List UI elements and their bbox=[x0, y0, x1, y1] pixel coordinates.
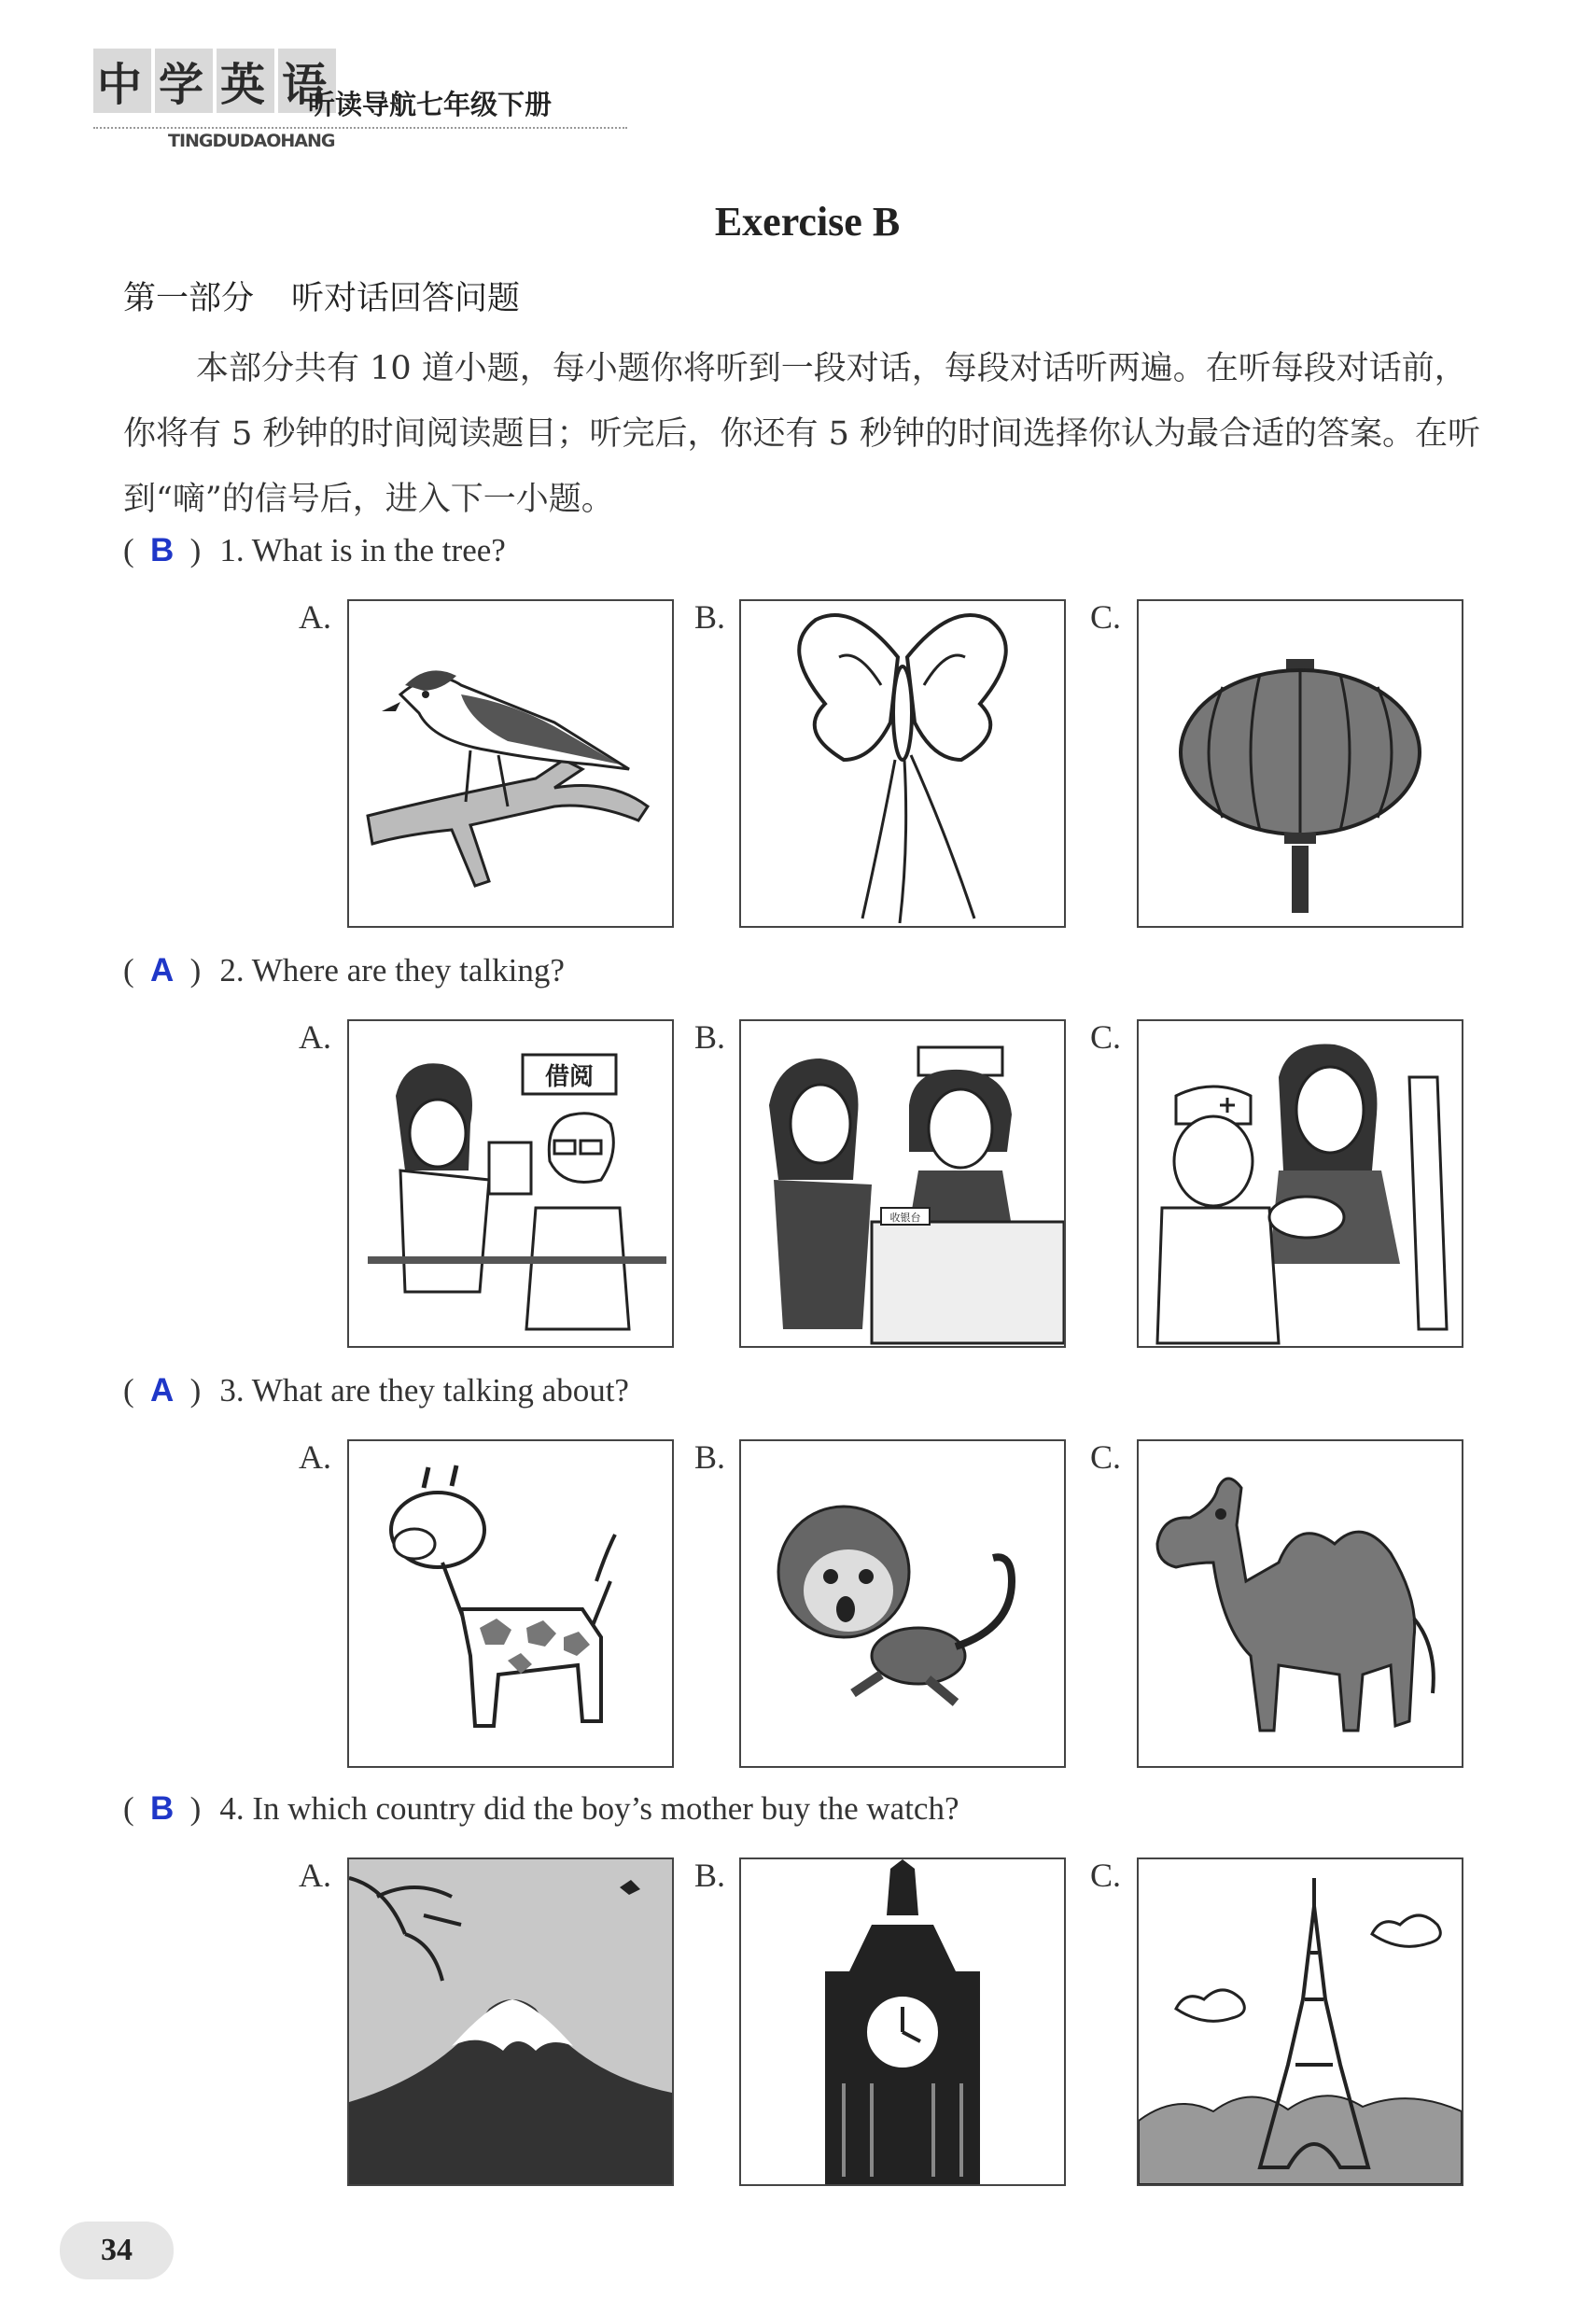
part-name: 听对话回答问题 bbox=[291, 280, 521, 317]
option-label: C. bbox=[1090, 598, 1122, 636]
page-number: 34 bbox=[60, 2222, 174, 2279]
series-title-char: 语 bbox=[278, 49, 336, 113]
instructions: 本部分共有 10 道小题，每小题你将听到一段对话，每段对话听两遍。在听每段对话前，你将有 5 秒钟的时间阅读题目；听完后，你还有 5 秒钟的时间选择你认为最合适的答案。在听到“嘀”的信号后，进入下一小题。 bbox=[123, 350, 1481, 518]
question-number: 4. bbox=[219, 1790, 245, 1827]
big-ben-image bbox=[739, 1857, 1066, 2186]
question-text: What are they talking about? bbox=[251, 1372, 629, 1409]
answer-mark: B bbox=[150, 1790, 175, 1827]
exercise-title: Exercise B bbox=[714, 199, 901, 245]
answer-mark: A bbox=[150, 1372, 175, 1409]
option-label: B. bbox=[694, 598, 726, 636]
option-label: C. bbox=[1090, 1857, 1122, 1894]
option-label: B. bbox=[694, 1018, 726, 1056]
option-label: A. bbox=[299, 1857, 331, 1894]
library-sign: 借阅 bbox=[544, 1063, 595, 1091]
mount-fuji-image bbox=[347, 1857, 674, 2186]
library-desk-image bbox=[347, 1019, 674, 1348]
option-label: A. bbox=[299, 1438, 331, 1476]
series-title-char: 中 bbox=[93, 49, 151, 113]
monkey-image bbox=[739, 1439, 1066, 1768]
question-text: In which country did the boy’s mother buy the watch? bbox=[252, 1790, 959, 1827]
question-number: 3. bbox=[219, 1372, 245, 1409]
option-label: C. bbox=[1090, 1018, 1122, 1056]
chinese-lantern-image bbox=[1137, 599, 1463, 928]
option-label: A. bbox=[299, 598, 331, 636]
eiffel-tower-image bbox=[1137, 1857, 1463, 2186]
series-title-char: 学 bbox=[155, 49, 213, 113]
option-label: C. bbox=[1090, 1438, 1122, 1476]
part-label: 第一部分 bbox=[123, 280, 255, 317]
question-text: Where are they talking? bbox=[251, 952, 565, 988]
cashier-sign: 收银台 bbox=[889, 1212, 921, 1224]
question-3: ( A ) 3. What are they talking about? bbox=[123, 1372, 629, 1409]
giraffe-image bbox=[347, 1439, 674, 1768]
question-2: ( A ) 2. Where are they talking? bbox=[123, 952, 565, 988]
option-label: B. bbox=[694, 1857, 726, 1894]
bird-on-branch-image bbox=[347, 599, 674, 928]
part-heading bbox=[123, 273, 520, 319]
option-label: B. bbox=[694, 1438, 726, 1476]
camel-image bbox=[1137, 1439, 1463, 1768]
doctor-patient-image bbox=[1137, 1019, 1463, 1348]
option-label: A. bbox=[299, 1018, 331, 1056]
book-subtitle: 听读导航七年级下册 bbox=[308, 89, 553, 120]
question-number: 2. bbox=[219, 952, 245, 988]
cashier-counter-image bbox=[739, 1019, 1066, 1348]
question-text: What is in the tree? bbox=[251, 532, 506, 568]
question-4: ( B ) 4. In which country did the boy’s mother buy the watch? bbox=[123, 1790, 959, 1827]
answer-mark: B bbox=[150, 532, 175, 568]
question-number: 1. bbox=[219, 532, 245, 568]
butterfly-kite-image bbox=[739, 599, 1066, 928]
series-title bbox=[93, 49, 340, 113]
question-1: ( B ) 1. What is in the tree? bbox=[123, 532, 506, 568]
header-pinyin: TINGDUDAOHANG bbox=[168, 131, 335, 151]
header-divider bbox=[93, 127, 627, 129]
series-title-char: 英 bbox=[217, 49, 274, 113]
answer-mark: A bbox=[150, 952, 175, 988]
